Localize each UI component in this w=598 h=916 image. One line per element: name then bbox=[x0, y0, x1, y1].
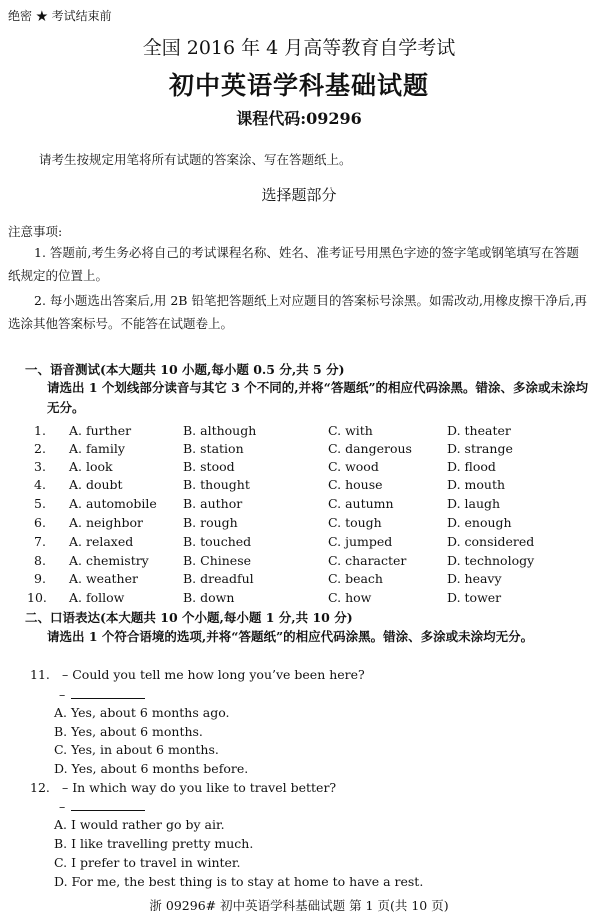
question-number: 3. bbox=[34, 459, 46, 474]
secret-label: 绝密 ★ 考试结束前 bbox=[8, 9, 112, 23]
option-c: C. beach bbox=[328, 571, 383, 586]
option-b: B. touched bbox=[183, 534, 252, 549]
question-number: 10. bbox=[27, 590, 47, 605]
question-number: 4. bbox=[34, 477, 46, 492]
option-a: A. look bbox=[69, 459, 113, 474]
option-c: C. how bbox=[328, 590, 372, 605]
question-row-2 bbox=[0, 441, 598, 459]
question-number: 7. bbox=[34, 534, 46, 549]
answer-blank bbox=[59, 799, 145, 814]
part2-heading: 二、口语表达(本大题共 10 个小题,每小题 1 分,共 10 分) bbox=[25, 610, 353, 625]
option-c: C. with bbox=[328, 423, 373, 438]
option-a: A. family bbox=[69, 441, 125, 456]
option-d: D. For me, the best thing is to stay at home to have a rest. bbox=[54, 874, 424, 889]
question-text: – In which way do you like to travel better? bbox=[62, 780, 337, 795]
option-c: C. Yes, in about 6 months. bbox=[54, 742, 219, 757]
section-heading: 选择题部分 bbox=[261, 186, 337, 204]
question-number: 5. bbox=[34, 496, 46, 511]
blank-line bbox=[71, 688, 145, 699]
attention-label: 注意事项: bbox=[8, 224, 63, 239]
option-d: D. laugh bbox=[447, 496, 501, 511]
option-b: B. stood bbox=[183, 459, 235, 474]
option-c: C. jumped bbox=[328, 534, 393, 549]
exam-line: 全国 2016 年 4 月高等教育自学考试 bbox=[142, 37, 456, 59]
question-text: – Could you tell me how long you’ve been here? bbox=[62, 667, 365, 682]
option-b: B. dreadful bbox=[183, 571, 254, 586]
option-d: D. Yes, about 6 months before. bbox=[54, 761, 249, 776]
option-d: D. enough bbox=[447, 515, 512, 530]
course-code: 课程代码:09296 bbox=[236, 109, 362, 128]
option-c: C. character bbox=[328, 553, 407, 568]
option-a: A. neighbor bbox=[69, 515, 143, 530]
question-row-1 bbox=[0, 423, 598, 441]
option-d: D. flood bbox=[447, 459, 496, 474]
option-b: B. although bbox=[183, 423, 257, 438]
option-a: A. further bbox=[69, 423, 132, 438]
option-a: A. automobile bbox=[69, 496, 157, 511]
option-a: A. Yes, about 6 months ago. bbox=[54, 705, 230, 720]
option-d: D. mouth bbox=[447, 477, 506, 492]
option-b: B. down bbox=[183, 590, 235, 605]
question-row-10 bbox=[0, 590, 598, 608]
option-b: B. thought bbox=[183, 477, 250, 492]
question-row-3 bbox=[0, 459, 598, 477]
page-footer: 浙 09296# 初中英语学科基础试题 第 1 页(共 10 页) bbox=[149, 898, 449, 913]
option-b: B. Yes, about 6 months. bbox=[54, 724, 203, 739]
dash: – bbox=[59, 799, 66, 814]
question-number: 11. bbox=[30, 667, 50, 682]
part1-heading: 一、语音测试(本大题共 10 小题,每小题 0.5 分,共 5 分) bbox=[25, 362, 345, 377]
question-row-4 bbox=[0, 477, 598, 495]
question-number: 2. bbox=[34, 441, 46, 456]
option-c: C. wood bbox=[328, 459, 379, 474]
part2-instruction: 请选出 1 个符合语境的选项,并将“答题纸”的相应代码涂黑。错涂、多涂或未涂均无分。 bbox=[47, 629, 534, 644]
dash: – bbox=[59, 687, 66, 702]
question-number: 9. bbox=[34, 571, 46, 586]
option-d: D. strange bbox=[447, 441, 513, 456]
option-d: D. theater bbox=[447, 423, 511, 438]
question-row-7 bbox=[0, 534, 598, 552]
option-d: D. technology bbox=[447, 553, 535, 568]
option-b: B. author bbox=[183, 496, 243, 511]
question-11-prompt bbox=[30, 667, 365, 682]
option-b: B. I like travelling pretty much. bbox=[54, 836, 254, 851]
question-row-6 bbox=[0, 515, 598, 533]
option-d: D. heavy bbox=[447, 571, 502, 586]
option-d: D. tower bbox=[447, 590, 502, 605]
part1-instruction: 请选出 1 个划线部分读音与其它 3 个不同的,并将“答题纸”的相应代码涂黑。错涂、多涂或未涂均无分。 bbox=[47, 380, 589, 415]
answer-notice: 请考生按规定用笔将所有试题的答案涂、写在答题纸上。 bbox=[39, 152, 352, 167]
option-c: C. I prefer to travel in winter. bbox=[54, 855, 241, 870]
option-d: D. considered bbox=[447, 534, 535, 549]
option-b: B. Chinese bbox=[183, 553, 252, 568]
answer-blank bbox=[59, 687, 145, 702]
option-c: C. tough bbox=[328, 515, 382, 530]
option-a: A. weather bbox=[69, 571, 138, 586]
option-b: B. rough bbox=[183, 515, 238, 530]
question-number: 8. bbox=[34, 553, 46, 568]
option-a: A. follow bbox=[69, 590, 125, 605]
question-number: 1. bbox=[34, 423, 46, 438]
question-12-prompt bbox=[30, 780, 336, 795]
question-number: 6. bbox=[34, 515, 46, 530]
option-a: A. I would rather go by air. bbox=[54, 817, 225, 832]
page-title: 初中英语学科基础试题 bbox=[168, 71, 429, 100]
question-row-8 bbox=[0, 553, 598, 571]
attention-item-1: 1. 答题前,考生务必将自己的考试课程名称、姓名、准考证号用黑色字迹的签字笔或钢笔填写在答题纸规定的位置上。 bbox=[8, 245, 579, 283]
option-b: B. station bbox=[183, 441, 244, 456]
question-row-5 bbox=[0, 496, 598, 514]
option-a: A. doubt bbox=[69, 477, 123, 492]
option-a: A. relaxed bbox=[69, 534, 134, 549]
question-number: 12. bbox=[30, 780, 50, 795]
option-c: C. dangerous bbox=[328, 441, 412, 456]
option-a: A. chemistry bbox=[69, 553, 149, 568]
blank-line bbox=[71, 800, 145, 811]
question-row-9 bbox=[0, 571, 598, 589]
option-c: C. autumn bbox=[328, 496, 394, 511]
attention-item-2: 2. 每小题选出答案后,用 2B 铅笔把答题纸上对应题目的答案标号涂黑。如需改动,用橡皮擦干净后,再选涂其他答案标号。不能答在试题卷上。 bbox=[8, 293, 587, 331]
option-c: C. house bbox=[328, 477, 383, 492]
